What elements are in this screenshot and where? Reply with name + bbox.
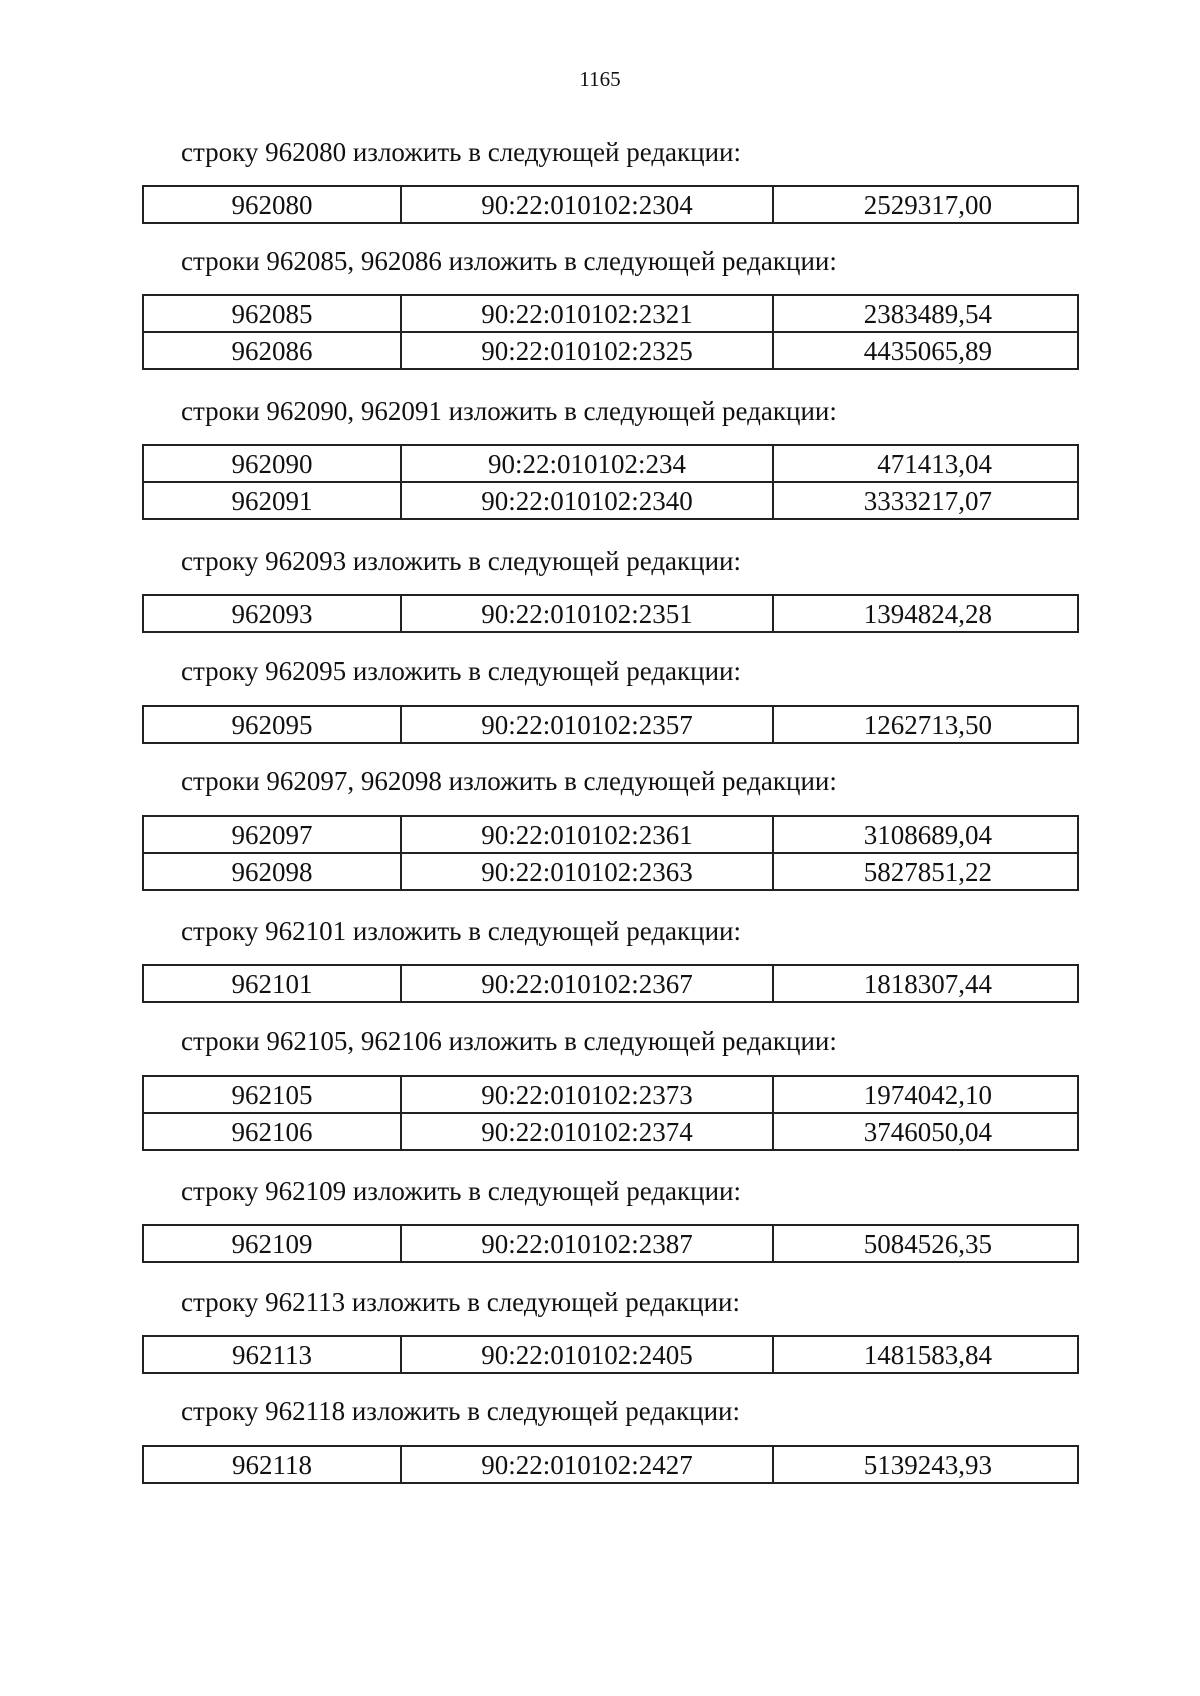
row-number-cell: 962086 xyxy=(143,332,401,369)
table-row xyxy=(143,706,1078,743)
section-intro: строки 962090, 962091 изложить в следующей редакции: xyxy=(181,396,837,426)
cadastral-number-cell: 90:22:010102:2363 xyxy=(401,853,773,890)
section-intro: строку 962080 изложить в следующей редакции: xyxy=(181,137,742,167)
table-row xyxy=(143,1225,1078,1262)
row-number-cell: 962101 xyxy=(143,965,401,1002)
record-table xyxy=(142,705,1079,744)
cadastral-number-cell: 90:22:010102:2387 xyxy=(401,1225,773,1262)
value-cell: 3108689,04 xyxy=(773,816,1078,853)
row-number-cell: 962118 xyxy=(143,1446,401,1483)
cadastral-number-cell: 90:22:010102:2367 xyxy=(401,965,773,1002)
section-intro: строки 962105, 962106 изложить в следующей редакции: xyxy=(181,1026,837,1056)
table-row xyxy=(143,482,1078,519)
section-intro: строку 962101 изложить в следующей редакции: xyxy=(181,916,742,946)
cadastral-number-cell: 90:22:010102:2325 xyxy=(401,332,773,369)
value-cell: 1818307,44 xyxy=(773,965,1078,1002)
table-row xyxy=(143,1076,1078,1113)
value-cell: 2529317,00 xyxy=(773,186,1078,223)
table-row xyxy=(143,1446,1078,1483)
record-table xyxy=(142,444,1079,520)
value-cell: 5139243,93 xyxy=(773,1446,1078,1483)
row-number-cell: 962109 xyxy=(143,1225,401,1262)
page-number: 1165 xyxy=(579,67,621,91)
row-number-cell: 962090 xyxy=(143,445,401,482)
table-row xyxy=(143,295,1078,332)
table-row xyxy=(143,965,1078,1002)
cadastral-number-cell: 90:22:010102:2357 xyxy=(401,706,773,743)
cadastral-number-cell: 90:22:010102:2427 xyxy=(401,1446,773,1483)
section-intro: строку 962118 изложить в следующей редакции: xyxy=(181,1396,741,1426)
row-number-cell: 962098 xyxy=(143,853,401,890)
section-intro: строку 962093 изложить в следующей редакции: xyxy=(181,546,742,576)
cadastral-number-cell: 90:22:010102:2361 xyxy=(401,816,773,853)
row-number-cell: 962105 xyxy=(143,1076,401,1113)
value-cell: 1974042,10 xyxy=(773,1076,1078,1113)
row-number-cell: 962113 xyxy=(143,1336,401,1373)
table-row xyxy=(143,186,1078,223)
value-cell: 5084526,35 xyxy=(773,1225,1078,1262)
row-number-cell: 962106 xyxy=(143,1113,401,1150)
row-number-cell: 962085 xyxy=(143,295,401,332)
row-number-cell: 962080 xyxy=(143,186,401,223)
value-cell: 2383489,54 xyxy=(773,295,1078,332)
table-row xyxy=(143,445,1078,482)
table-row xyxy=(143,595,1078,632)
section-intro: строку 962109 изложить в следующей редакции: xyxy=(181,1176,742,1206)
row-number-cell: 962091 xyxy=(143,482,401,519)
value-cell: 1481583,84 xyxy=(773,1336,1078,1373)
record-table xyxy=(142,1075,1079,1151)
cadastral-number-cell: 90:22:010102:234 xyxy=(401,445,773,482)
row-number-cell: 962095 xyxy=(143,706,401,743)
table-row xyxy=(143,332,1078,369)
value-cell: 3333217,07 xyxy=(773,482,1078,519)
record-table xyxy=(142,185,1079,224)
table-row xyxy=(143,853,1078,890)
value-cell: 471413,04 xyxy=(773,445,1078,482)
record-table xyxy=(142,1445,1079,1484)
cadastral-number-cell: 90:22:010102:2373 xyxy=(401,1076,773,1113)
value-cell: 1262713,50 xyxy=(773,706,1078,743)
section-intro: строку 962095 изложить в следующей редакции: xyxy=(181,656,742,686)
table-row xyxy=(143,1336,1078,1373)
section-intro: строку 962113 изложить в следующей редакции: xyxy=(181,1287,741,1317)
record-table xyxy=(142,594,1079,633)
row-number-cell: 962097 xyxy=(143,816,401,853)
section-intro: строки 962097, 962098 изложить в следующей редакции: xyxy=(181,766,837,796)
cadastral-number-cell: 90:22:010102:2405 xyxy=(401,1336,773,1373)
record-table xyxy=(142,815,1079,891)
value-cell: 1394824,28 xyxy=(773,595,1078,632)
cadastral-number-cell: 90:22:010102:2374 xyxy=(401,1113,773,1150)
value-cell: 3746050,04 xyxy=(773,1113,1078,1150)
row-number-cell: 962093 xyxy=(143,595,401,632)
cadastral-number-cell: 90:22:010102:2340 xyxy=(401,482,773,519)
section-intro: строки 962085, 962086 изложить в следующей редакции: xyxy=(181,246,837,276)
cadastral-number-cell: 90:22:010102:2321 xyxy=(401,295,773,332)
value-cell: 5827851,22 xyxy=(773,853,1078,890)
record-table xyxy=(142,1335,1079,1374)
cadastral-number-cell: 90:22:010102:2304 xyxy=(401,186,773,223)
record-table xyxy=(142,1224,1079,1263)
value-cell: 4435065,89 xyxy=(773,332,1078,369)
record-table xyxy=(142,964,1079,1003)
record-table xyxy=(142,294,1079,370)
table-row xyxy=(143,816,1078,853)
cadastral-number-cell: 90:22:010102:2351 xyxy=(401,595,773,632)
table-row xyxy=(143,1113,1078,1150)
